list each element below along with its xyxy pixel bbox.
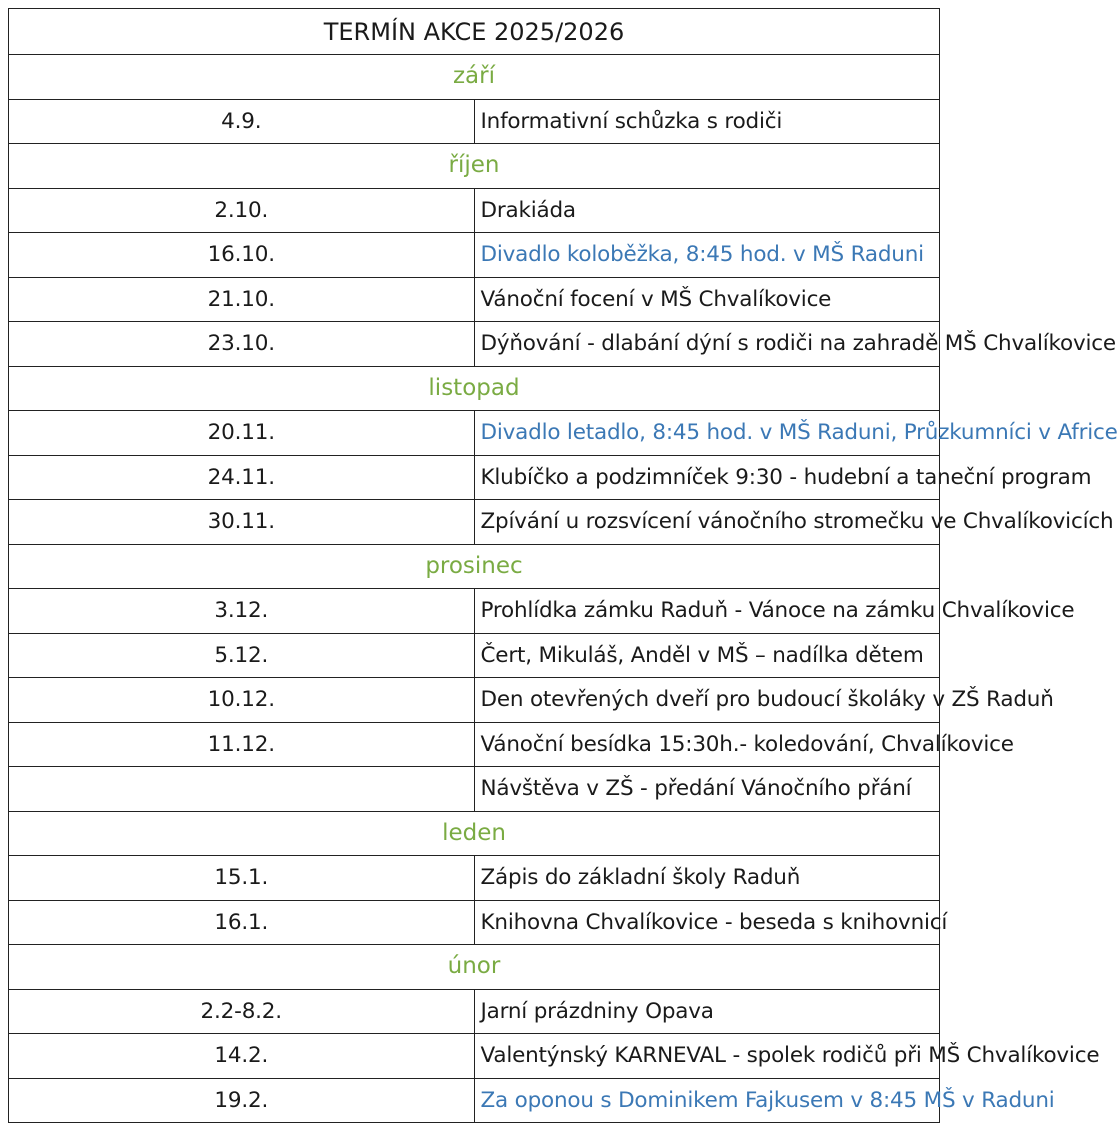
event-description: Valentýnský KARNEVAL - spolek rodičů při MŠ Chvalíkovice <box>474 1034 940 1079</box>
schedule-title: TERMÍN AKCE 2025/2026 <box>9 9 940 55</box>
month-label: září <box>9 55 940 100</box>
event-row <box>9 322 940 367</box>
event-row <box>9 455 940 500</box>
event-row <box>9 767 940 812</box>
event-description: Prohlídka zámku Raduň - Vánoce na zámku Chvalíkovice <box>474 589 940 634</box>
event-date: 16.1. <box>9 900 475 945</box>
event-row <box>9 900 940 945</box>
event-description: Dýňování - dlabání dýní s rodiči na zahradě MŠ Chvalíkovice <box>474 322 940 367</box>
event-date: 14.2. <box>9 1034 475 1079</box>
event-date: 2.2-8.2. <box>9 989 475 1034</box>
event-description: Klubíčko a podzimníček 9:30 - hudební a taneční program <box>474 455 940 500</box>
event-row <box>9 1034 940 1079</box>
event-row <box>9 277 940 322</box>
event-description: Jarní prázdniny Opava <box>474 989 940 1034</box>
event-row <box>9 1078 940 1123</box>
event-description: Vánoční focení v MŠ Chvalíkovice <box>474 277 940 322</box>
event-description: Zpívání u rozsvícení vánočního stromečku ve Chvalíkovicích <box>474 500 940 545</box>
event-description: Informativní schůzka s rodiči <box>474 99 940 144</box>
event-date: 19.2. <box>9 1078 475 1123</box>
event-row <box>9 589 940 634</box>
month-header-row <box>9 366 940 411</box>
event-row <box>9 99 940 144</box>
event-description: Knihovna Chvalíkovice - beseda s knihovnicí <box>474 900 940 945</box>
event-date: 15.1. <box>9 856 475 901</box>
event-row <box>9 411 940 456</box>
event-date: 24.11. <box>9 455 475 500</box>
month-label: leden <box>9 811 940 856</box>
event-description: Den otevřených dveří pro budoucí školáky v ZŠ Raduň <box>474 678 940 723</box>
event-row <box>9 989 940 1034</box>
event-row <box>9 678 940 723</box>
month-header-row <box>9 144 940 189</box>
event-row <box>9 500 940 545</box>
event-date: 3.12. <box>9 589 475 634</box>
event-date: 11.12. <box>9 722 475 767</box>
event-date: 16.10. <box>9 233 475 278</box>
event-description: Za oponou s Dominikem Fajkusem v 8:45 MŠ v Raduni <box>474 1078 940 1123</box>
event-date: 5.12. <box>9 633 475 678</box>
month-header-row <box>9 811 940 856</box>
event-date: 23.10. <box>9 322 475 367</box>
event-description: Drakiáda <box>474 188 940 233</box>
event-row <box>9 722 940 767</box>
month-label: listopad <box>9 366 940 411</box>
month-header-row <box>9 544 940 589</box>
month-header-row <box>9 945 940 990</box>
event-description: Divadlo koloběžka, 8:45 hod. v MŠ Raduni <box>474 233 940 278</box>
event-description: Návštěva v ZŠ - předání Vánočního přání <box>474 767 940 812</box>
event-date: 21.10. <box>9 277 475 322</box>
event-description: Zápis do základní školy Raduň <box>474 856 940 901</box>
event-row <box>9 633 940 678</box>
month-label: říjen <box>9 144 940 189</box>
title-row <box>9 9 940 55</box>
events-schedule-table <box>8 8 1118 1123</box>
schedule-body <box>9 9 1118 1123</box>
month-label: únor <box>9 945 940 990</box>
event-date: 2.10. <box>9 188 475 233</box>
event-date: 4.9. <box>9 99 475 144</box>
month-header-row <box>9 55 940 100</box>
event-date: 10.12. <box>9 678 475 723</box>
month-label: prosinec <box>9 544 940 589</box>
event-date: 30.11. <box>9 500 475 545</box>
event-description: Vánoční besídka 15:30h.- koledování, Chvalíkovice <box>474 722 940 767</box>
event-row <box>9 856 940 901</box>
event-row <box>9 233 940 278</box>
event-description: Čert, Mikuláš, Anděl v MŠ – nadílka dětem <box>474 633 940 678</box>
event-row <box>9 188 940 233</box>
event-date: 20.11. <box>9 411 475 456</box>
event-description: Divadlo letadlo, 8:45 hod. v MŠ Raduni, Průzkumníci v Africe <box>474 411 940 456</box>
event-date <box>9 767 475 812</box>
